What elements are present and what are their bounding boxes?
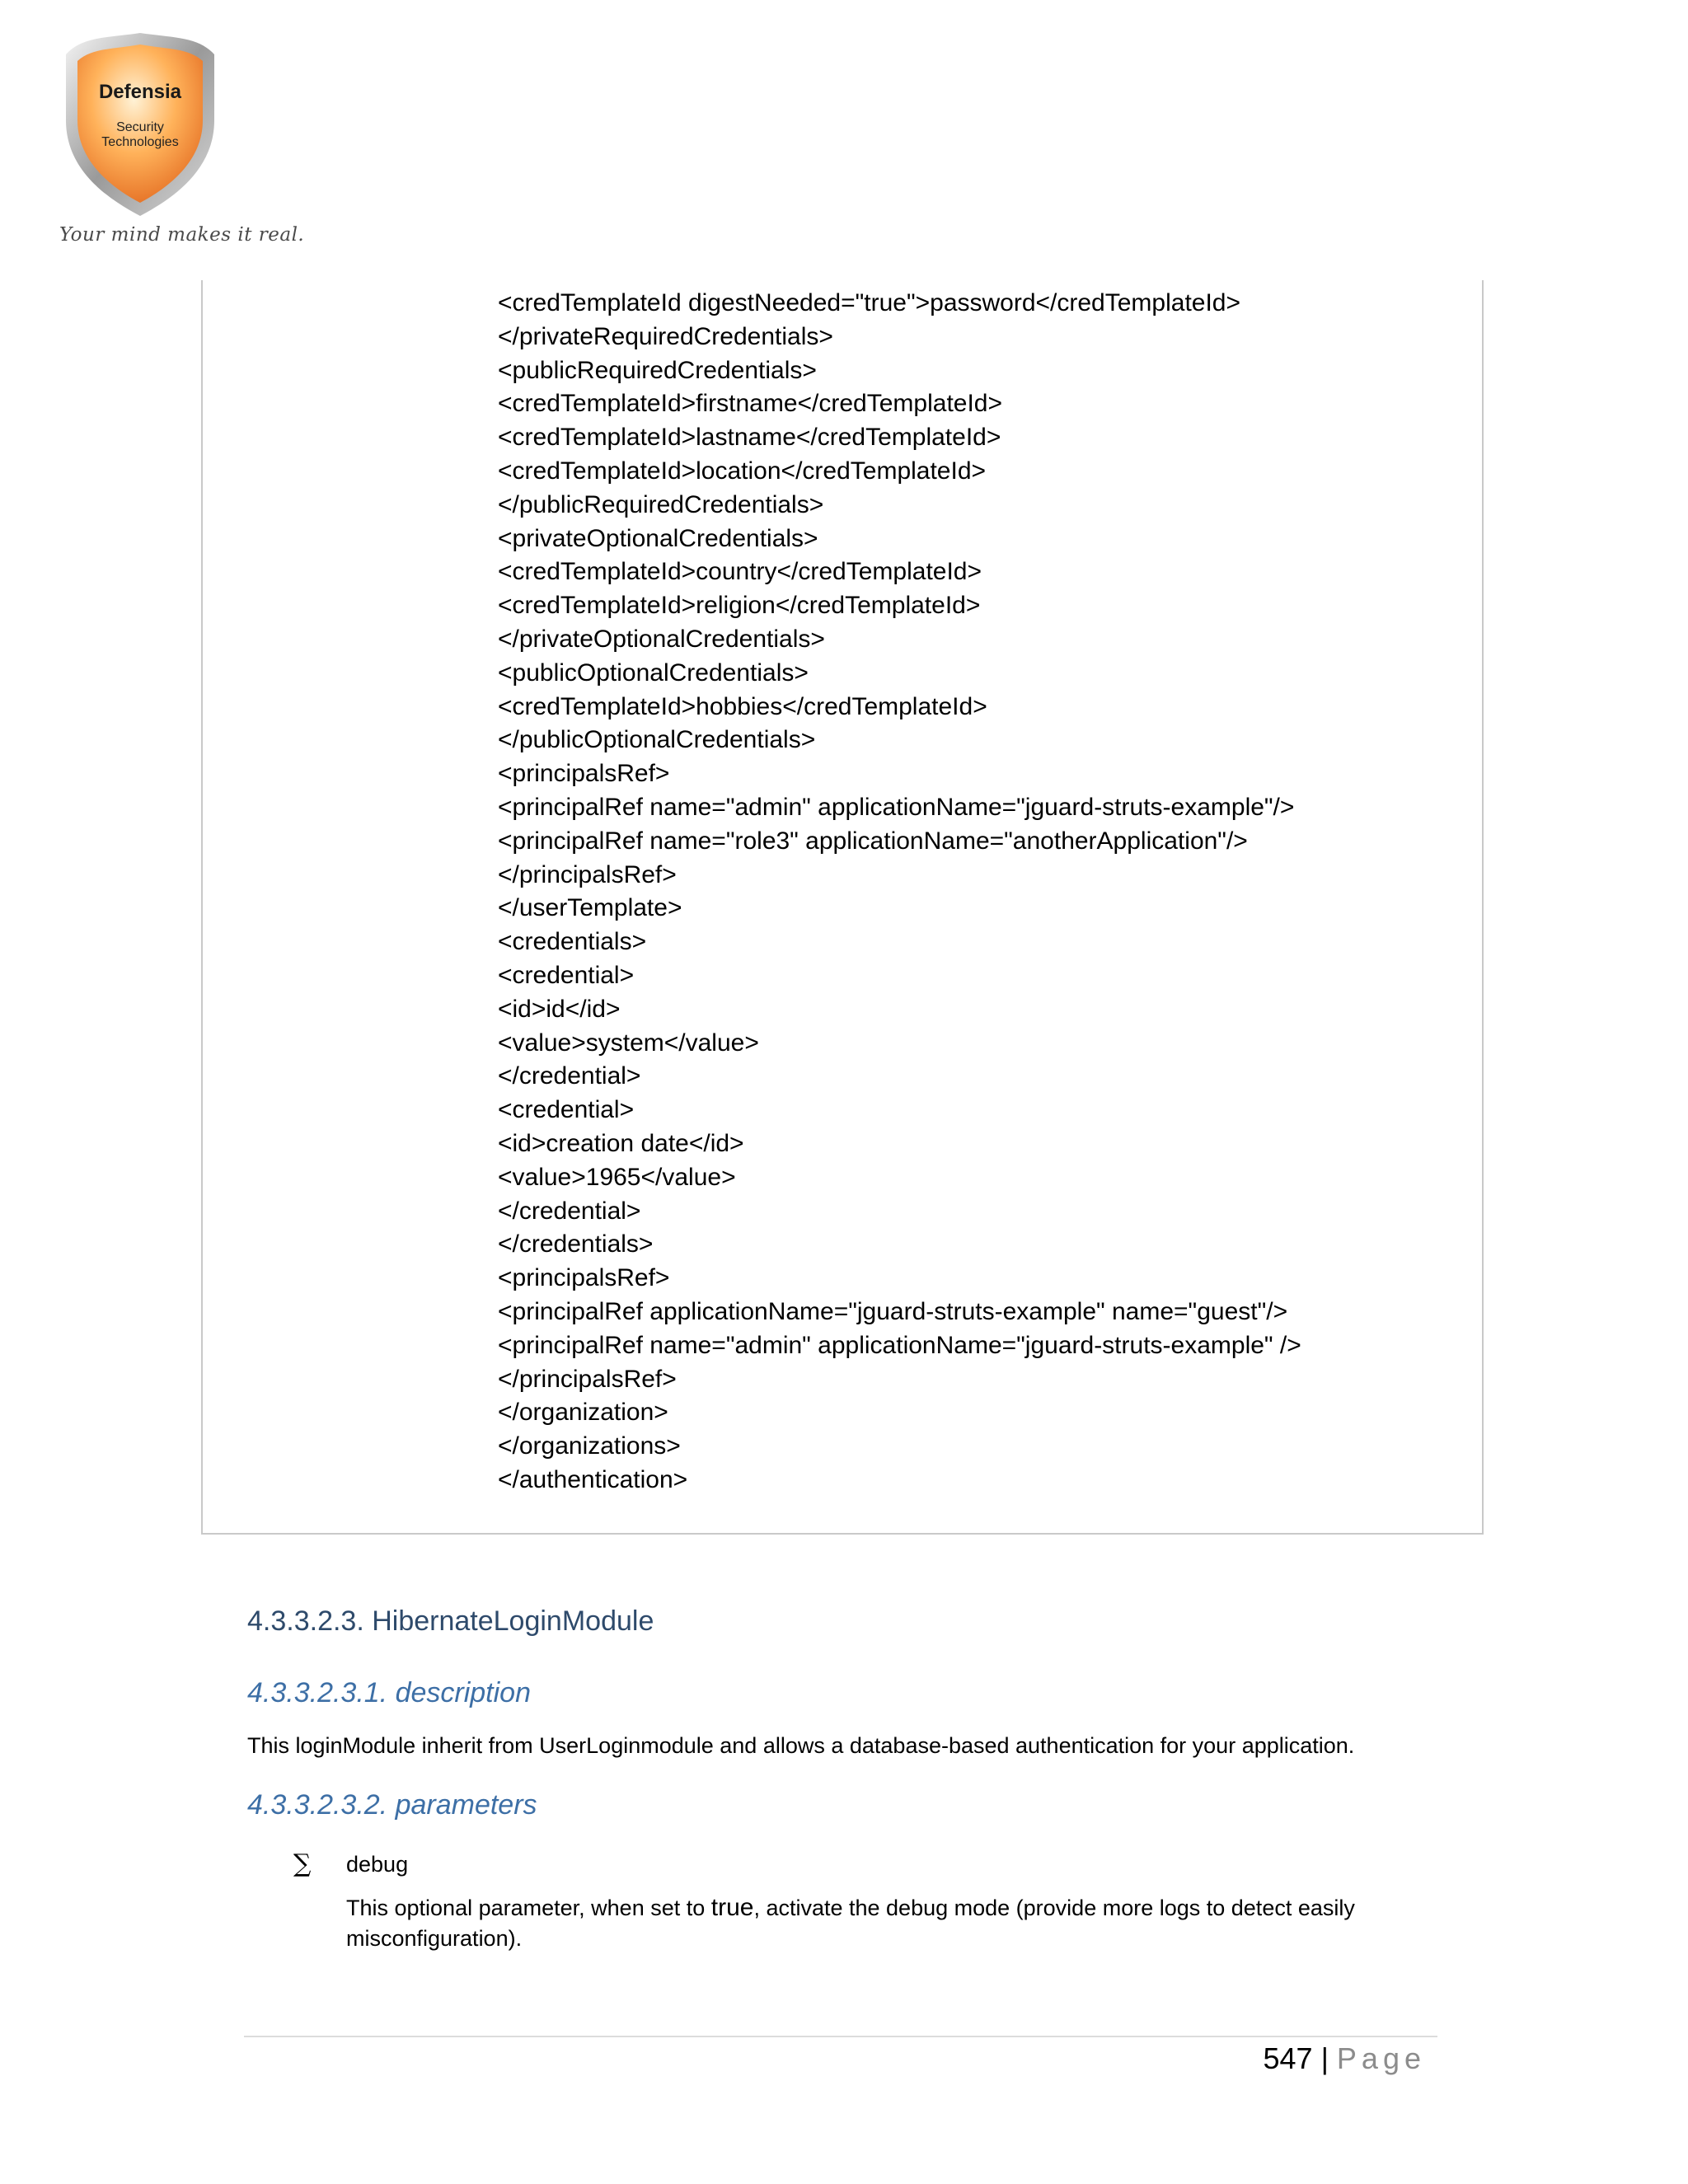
code-line: </privateRequiredCredentials>	[498, 322, 833, 350]
logo-line2: Technologies	[101, 135, 179, 149]
code-line: </principalsRef>	[498, 1365, 677, 1393]
code-line: </privateOptionalCredentials>	[498, 625, 825, 653]
description-heading: 4.3.3.2.3.1. description	[247, 1677, 532, 1708]
code-line: <credential>	[498, 1096, 635, 1124]
code-line: <value>system</value>	[498, 1029, 759, 1057]
footer-separator: |	[1320, 2041, 1329, 2075]
code-line: <credTemplateId>location</credTemplateId>	[498, 457, 987, 485]
parameter-text-before: This optional parameter, when set to	[346, 1896, 711, 1920]
code-line: <credTemplateId>lastname</credTemplateId>	[498, 424, 1001, 452]
logo-title: Defensia	[98, 81, 182, 103]
code-line: <principalRef name="admin" applicationName="jguard-struts-example" />	[498, 1331, 1301, 1359]
code-line: <publicOptionalCredentials>	[498, 658, 809, 687]
code-line: </credentials>	[498, 1230, 654, 1258]
code-line: <principalRef applicationName="jguard-struts-example" name="guest"/>	[498, 1297, 1288, 1325]
code-line: <principalsRef>	[498, 1264, 670, 1292]
parameter-text-after: , activate the debug mode (provide more logs to detect easily misconfiguration).	[346, 1896, 1355, 1951]
code-line: <credTemplateId digestNeeded="true">password</credTemplateId>	[498, 289, 1241, 316]
code-lines	[498, 287, 1301, 1497]
parameter-description	[346, 1892, 1418, 1954]
code-line: </userTemplate>	[498, 894, 682, 922]
code-line: </credential>	[498, 1197, 641, 1225]
code-line: <id>creation date</id>	[498, 1129, 744, 1157]
logo-line1: Security	[116, 120, 164, 134]
code-line: <id>id</id>	[498, 995, 621, 1023]
code-line: <credTemplateId>religion</credTemplateId>	[498, 592, 981, 620]
logo-tagline: Your mind makes it real.	[59, 224, 305, 246]
code-line: <credTemplateId>country</credTemplateId>	[498, 558, 982, 586]
code-line: <principalRef name="role3" applicationName="anotherApplication"/>	[498, 827, 1248, 855]
code-line: <credTemplateId>hobbies</credTemplateId>	[498, 692, 987, 720]
bullet-symbol: ∑	[293, 1849, 312, 1878]
code-line: </principalsRef>	[498, 860, 677, 888]
code-line: </organization>	[498, 1399, 668, 1427]
code-line: <publicRequiredCredentials>	[498, 356, 817, 384]
parameter-value-code: true	[710, 1894, 754, 1921]
code-line: <privateOptionalCredentials>	[498, 524, 818, 552]
code-line: </organizations>	[498, 1432, 681, 1460]
parameters-heading: 4.3.3.2.3.2. parameters	[247, 1789, 537, 1821]
code-line: <credentials>	[498, 928, 647, 956]
code-line: <value>1965</value>	[498, 1163, 736, 1191]
code-line: <credential>	[498, 961, 635, 989]
code-line: </authentication>	[498, 1465, 688, 1493]
code-listing-box	[201, 280, 1484, 1535]
code-line: <principalRef name="admin" applicationName="jguard-struts-example"/>	[498, 793, 1295, 821]
code-line: <principalsRef>	[498, 760, 670, 788]
footer-rule	[244, 2036, 1437, 2037]
page-footer	[1263, 2039, 1426, 2079]
page-label: Page	[1336, 2041, 1426, 2075]
description-text: This loginModule inherit from UserLoginmodule and allows a database-based authentication for your application.	[247, 1733, 1355, 1758]
code-line: </publicOptionalCredentials>	[498, 726, 816, 754]
parameter-name: debug	[346, 1852, 409, 1877]
code-line: <credTemplateId>firstname</credTemplateId>	[498, 390, 1002, 418]
page-number: 547	[1263, 2041, 1313, 2075]
section-heading: 4.3.3.2.3. HibernateLoginModule	[247, 1605, 654, 1637]
code-line: </credential>	[498, 1062, 641, 1090]
code-line: </publicRequiredCredentials>	[498, 490, 824, 518]
